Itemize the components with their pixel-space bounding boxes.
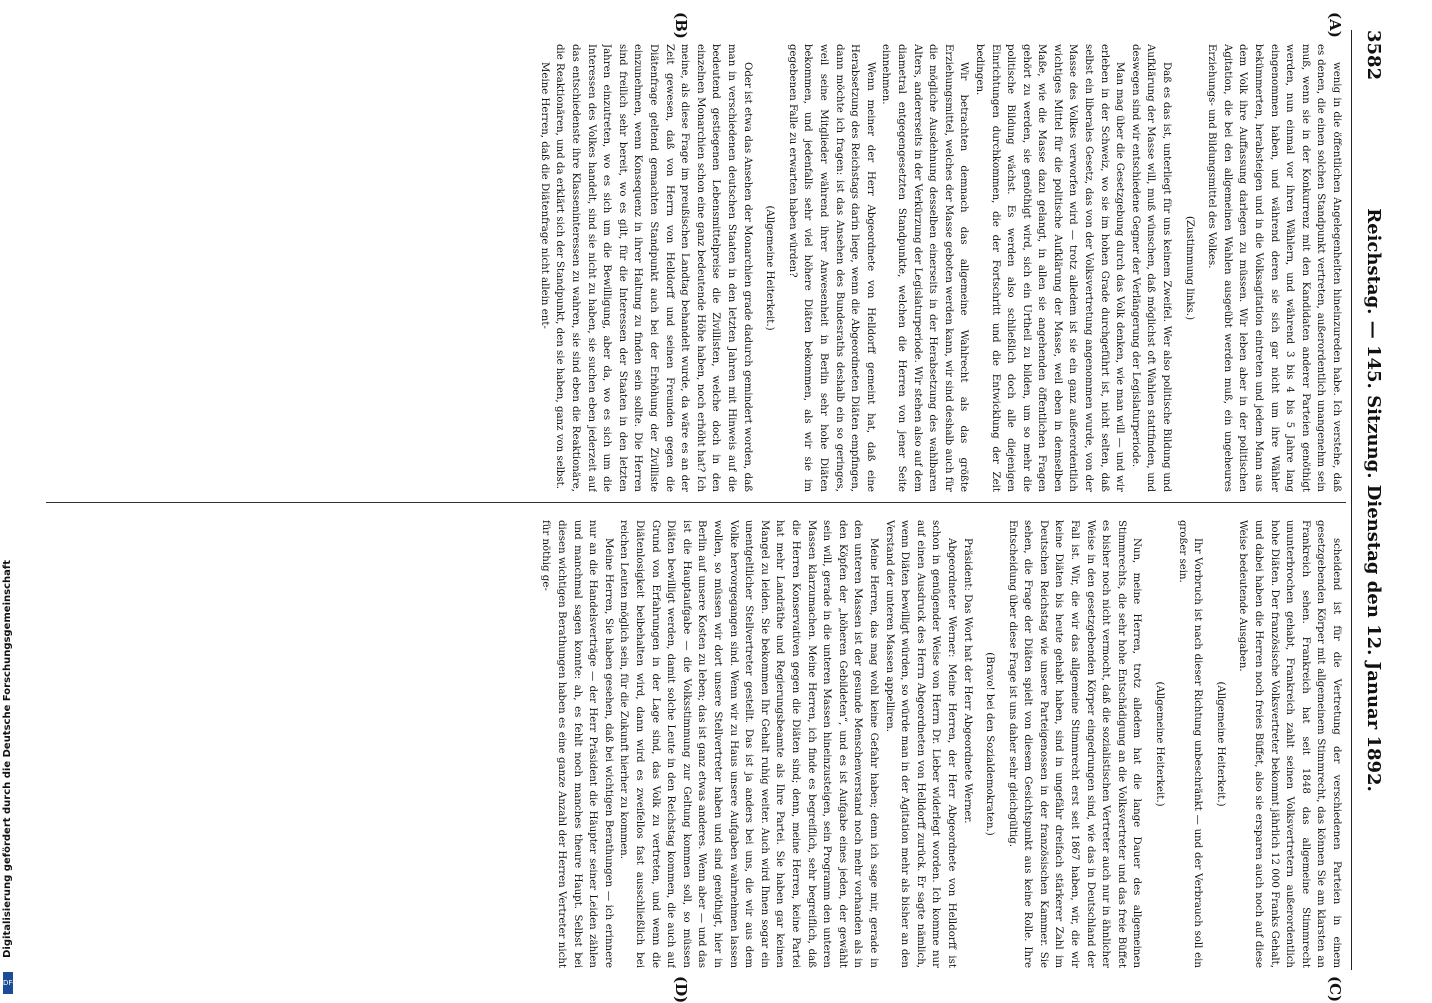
- margin-mark-d: (D): [672, 976, 690, 1003]
- margin-mark-c: (C): [1326, 976, 1344, 1003]
- digitization-credit: [2, 560, 13, 958]
- right-column-remark: (Allgemeine Heiterkeit.): [1154, 681, 1166, 807]
- margin-mark-a: (A): [1326, 12, 1344, 38]
- credit-text: Digitalisierung gefördert durch die Deutsche Forschungsgemeinschaft: [2, 560, 13, 958]
- left-column-paragraph: Man mag über die Gesetzgebung durch das Volk denken, wie man will — und wir erleben in der Schweiz, wo sie im hohen Grade durchgeführt ist, nicht selten, daß selbst ein liberales Gesetz, das von der Volksvertretung angenommen wurde, von der Masse des Volkes verworfen wird — trotz alledem ist sie ein ganz außerordentlich wichtiges Mittel für die politische Aufklärung der Masse, weil eben in demselben Maße, wie die Masse dazu gelangt, in allen sie angehenden öffentlichen Fragen gehört zu werden, sie genöthigt wird, sich ein Urtheil zu bilden, um so mehr die politische Bildung wächst. Es werden also schließlich doch alle diejenigen Einrichtungen durchkommen, die der Fortschritt und die Entwicklung der Zeit bedingen.: [973, 44, 1126, 492]
- right-column-remark: (Bravo! bei den Sozialdemokraten.): [984, 652, 996, 836]
- dfg-logo-icon: [3, 972, 18, 994]
- left-column: [44, 44, 1344, 492]
- left-column-paragraph: wenig in die öffentlichen Angelegenheiten hineinzureden habe. Ich verstehe, daß es denen, die einen solchen Standpunkt vertreten, außerordentlich unangenehm sein muß, wenn sie in der Konkurrenz mit den Kandidaten anderer Parteien genöthigt werden, nun einmal vor ihren Wählern, und während 3 bis 4 bis 5 Jahre lang eingenommen haben, und während deren sie sich gar nicht um ihre Wähler bekümmerten, herabsteigen und in die Volksagitation eintreten und jedem Mann aus dem Volk ihre Auffassung darlegen zu müssen. Wir leben aber in der politischen Agitation, die bei den allgemeinen Wahlen ausgeübt werden muß, ein ungeheures Erziehungs- und Bildungsmittel des Volkes.: [1206, 44, 1342, 492]
- left-column-paragraph: Wenn meiner der Herr Abgeordnete von Helldorff gemeint hat, daß eine Herabsetzung des Reichstags darin liege, wenn die Abgeordneten Diäten empfingen, dann möchte ich fragen: ist das Ansehen des Bundesraths deshalb ein so geringes, weil seine Mitglieder während ihrer Anwesenheit in Berlin sehr hohe Diäten bekommen, und jedenfalls sehr viel höhere Diäten bekommen, als wir sie im gegebenen Falle zu erwarten haben würden?: [786, 44, 876, 492]
- right-column-paragraph: Abgeordneter Werner: Meine Herren, der Herr Abgeordnete von Helldorff ist schon in genügender Weise von Herrn Dr. Lieber widerlegt worden. Ich komme nur auf einen Ausdruck des Herrn Abgeordneten von Helldorff zurück. Er sagte nämlich, wenn Diäten bewilligt würden, so würde man in der Agitation mehr als bisher an den Verstand der unteren Massen appelliren.: [883, 520, 957, 968]
- left-column-remark: (Zustimmung links.): [1183, 215, 1195, 321]
- header-rule: [1351, 30, 1352, 970]
- right-column-paragraph: Nun, meine Herren, trotz alledem hat die lange Dauer des allgemeinen Stimmrechts, die sehr hohe Entschädigung an die Volksvertreter und das freie Büffet es bisher noch nicht vermocht, daß die sozialistischen Vertreter auch nur in ähnlicher Weise in den gesetzgebenden Körper eingedrungen sind, wie das in Deutschland der Fall ist. Wir, die wir das allgemeine Stimmrecht erst seit 1867 haben, wir, die wir keine Diäten bis heute gehabt haben, sind in ungefähr dreifach stärkerer Zahl im Deutschen Reichstag wie unsere Parteigenossen in der französischen Kammer. Sie sehen, die Frage der Diäten spielt von diesem Gesichtspunkt aus keine Rolle. Ihre Entscheidung über diese Frage ist uns daher sehr gleichgültig.: [1006, 520, 1143, 968]
- margin-mark-b: (B): [672, 12, 690, 39]
- column-divider: [46, 502, 1346, 503]
- right-column-paragraph: Meine Herren, Sie haben gesehen, daß bei wichtigen Berathungen — ich erinnere nur an die Handelsverträge — der Herr Präsident die Häupter seiner Leiden zählen und manchmal sagen konnte: ah, es fehlt noch manches theure Haupt. Selbst bei diesen wichtigen Berathungen haben es eine ganze Anzahl der Herren Vertreter nicht für nöthig ge-: [540, 520, 614, 968]
- right-column-paragraph: Präsident: Das Wort hat der Herr Abgeordnete Werner.: [961, 538, 973, 824]
- left-column-remark: (Allgemeine Heiterkeit.): [764, 205, 776, 331]
- page-header: [1356, 30, 1384, 970]
- left-column-paragraph: Wir betrachten demnach das allgemeine Wahlrecht als das größte Erziehungsmittel, welches der Masse geboten werden kann, wir sind deshalb auch für die mögliche Ausdehnung desselben einerseits in der Herabsetzung des wahlbaren Alters, andererseits in der Verkürzung der Legislaturperiode. Wir stehen also auf dem diametral entgegengesetzten Standpunkte, welchen die Herren von jener Seite einnehmen.: [880, 44, 970, 492]
- left-column-paragraph: Oder ist etwa das Ansehen der Monarchien grade dadurch gemindert worden, daß man in verschiedenen deutschen Staaten in den letzten Jahren mit Hinweis auf die bedeutend gestiegenen Lebensmittelpreise die Zivillisten, welche doch in den einzelnen Monarchien schon eine ganz bedeutende Höhe haben, noch erhöht hat? Ich meine, als diese Frage im preußischen Landtag behandelt wurde, da wäre es an der Zeit gewesen, daß von Herrn von Helldorff und seinen Freunden gegen die Diätenfrage geltend gemachten Standpunkt auch bei der Erhöhung der Zivilliste einzunehmen, wenn Konsequenz in ihrer Haltung zu finden sein sollte. Die Herren sind freilich sehr bereit, wo es gilt, für die Interessen der Staaten in den letzten Jahren einzutreten, wo es sich um die Bewilligung, aber da, wo es sich um die Interessen des Volkes handelt, sind sie nicht zu haben, sie suchen eben jederzeit auf das entschiedenste ihre Klasseninteressen zu wahren, sie sind eben die Reaktionäre, die Reaktionären, und da erklärt sich der Standpunkt, den sie haben, ganz von selbst.: [554, 44, 753, 492]
- left-column-paragraph: Meine Herren, daß die Diätenfrage nicht allein ent-: [538, 62, 550, 329]
- left-column-paragraph: Daß es das ist, unterliegt für uns keinem Zweifel. Wer also politische Bildung und Aufklärung der Masse will, muß wünschen, daß möglichst oft Wahlen stattfinden, und deswegen sind wir entschiedene Gegner der Verlängerung der Legislaturperiode.: [1129, 44, 1173, 492]
- right-column-remark: (Allgemeine Heiterkeit.): [1214, 681, 1226, 807]
- dfg-logo-text: DFG: [3, 979, 18, 987]
- right-column: [44, 520, 1344, 968]
- right-column-paragraph: scheidend ist für die Vertretung der verschiedenen Parteien in einem gesetzgebenden Körper mit allgemeinem Stimmrecht, das können Sie am klarsten an Frankreich sehen. Frankreich hat seit 1848 das allgemeine Stimmrecht ununterbrochen gehabt, Frankreich zahlt seinen Volksvertretern außerordentlich hohe Diäten. Der französische Volksvertreter bekommt jährlich 12 000 Franks Gehalt, und dabei haben die Herren noch freies Büffet, also sie ersparen auch noch auf diese Weise bedeutende Ausgaben.: [1237, 520, 1342, 968]
- right-column-paragraph: Ihr Vorbruch ist nach dieser Richtung unbeschränkt — und der Verbrauch soll ein großer sein.: [1176, 520, 1204, 968]
- right-column-paragraph: Meine Herren, das mag wohl keine Gefahr haben; denn ich sage mir, gerade in den unteren Massen ist der gesunde Menschenverstand noch mehr vorhanden als in den Köpfen der „höheren Gebildeten“, und es ist Aufgabe eines jeden, der gewählt sein will, gerade in die unteren Massen hineinzusteigen, sein Programm den unteren Massen klarzumachen. Meine Herren, ich finde es begreiflich, sehr begreiflich, daß die Herren Konservativen gegen die Diäten sind; denn, meine Herren, keine Partei hat mehr Landräthe und Regierungsbeamte als Ihre Partei. Sie haben gar keinen Mangel zu leiden. Sie bekommen Ihr Gehalt ruhig weiter. Auch wird Ihnen sogar ein unentgeltlicher Stellvertreter gestellt. Das ist ja anders bei uns, die wir aus dem Volke hervorgegangen sind. Wenn wir zu Haus unsere Aufgaben wahrnehmen lassen wollen, so müssen wir dort unsere Stellvertreter haben und sind genöthigt, hier in Berlin auf unsere Kosten zu leben; das ist ganz etwas anderes. Wenn aber — und das ist die Hauptaufgabe — die Volksstimmung zur Geltung kommen soll, so müssen Diäten bewilligt werden, damit solche Leute in den Reichstag kommen, die auch auf Grund von Erfahrungen in der Lage sind, das Volk zu vertreten, und wenn die Diätenlosigkeit beibehalten wird, dann wird es zweifellos fast ausschließlich bei reichen Leuten möglich sein, für die Zukunft hierher zu kommen.: [618, 520, 879, 968]
- page-number: 3582: [1363, 30, 1384, 81]
- page-title: Reichstag. — 145. Sitzung. Dienstag den 12. Januar 1892.: [1363, 208, 1384, 792]
